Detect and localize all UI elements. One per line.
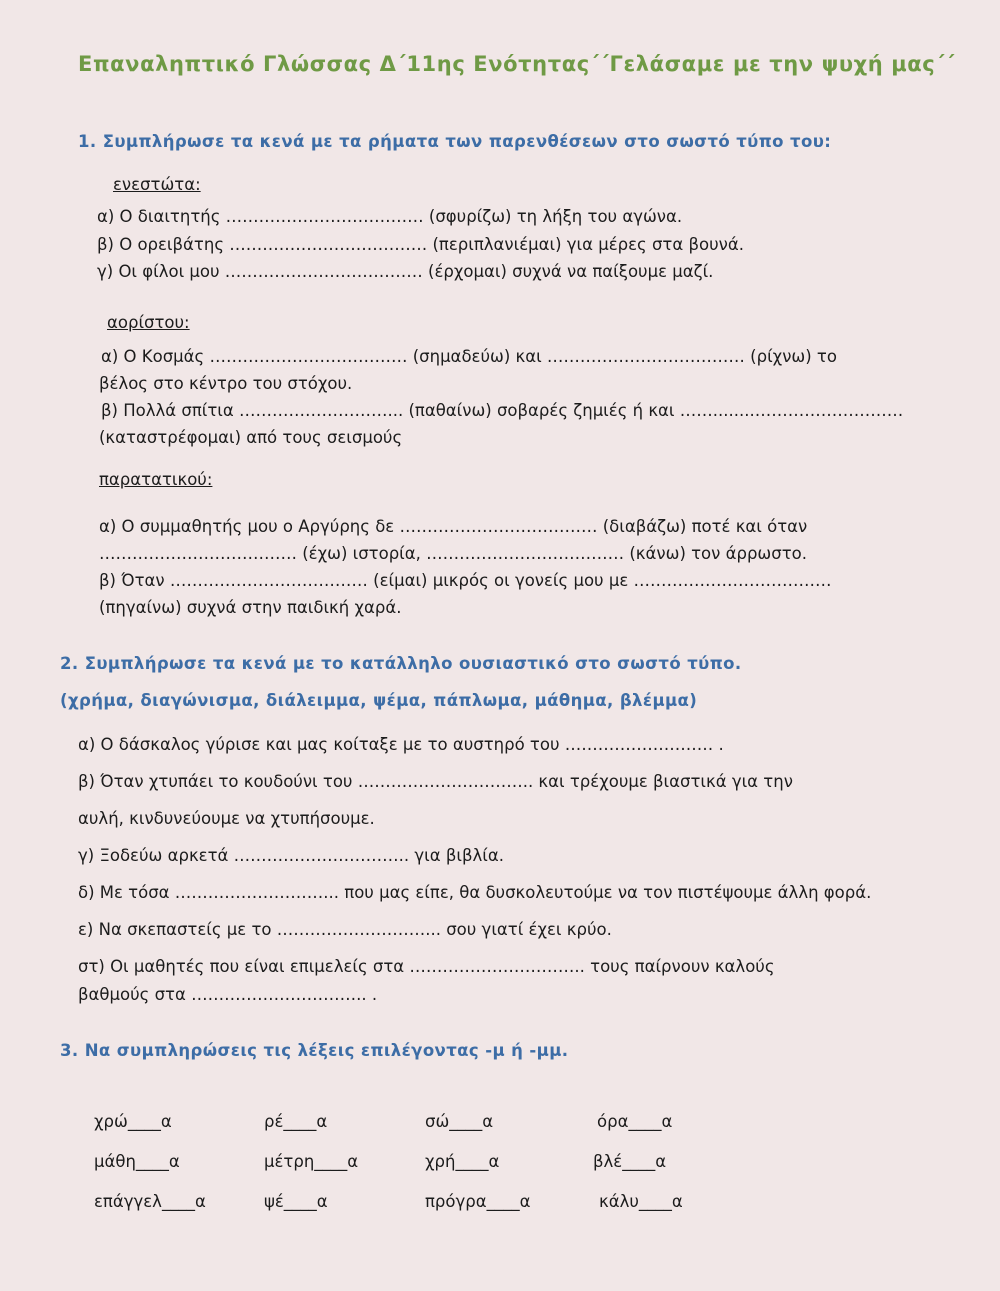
- exercise-3-heading: 3. Να συμπληρώσεις τις λέξεις επιλέγοντας -μ ή -μμ.: [60, 1041, 569, 1060]
- fill-word: πρόγρα____α: [425, 1192, 531, 1211]
- fill-word: βλέ____α: [593, 1152, 667, 1171]
- fill-word: χρώ____α: [94, 1112, 172, 1131]
- ex1-aorist-line: α) Ο Κοσμάς ……………………………… (σημαδεύω) και ……………………………… (ρίχνω) το: [101, 347, 837, 366]
- ex1-imperfect-line: β) Όταν ……………………………… (είμαι) μικρός οι γονείς μου με ………………………………: [99, 571, 832, 590]
- exercise-1-heading: 1. Συμπλήρωσε τα κενά με τα ρήματα των παρενθέσεων στο σωστό τύπο του:: [78, 132, 832, 151]
- page-title: Επαναληπτικό Γλώσσας Δ΄11ης Ενότητας΄΄Γελάσαμε με την ψυχή μας΄΄: [78, 52, 956, 76]
- ex1-present-line: γ) Οι φίλοι μου ……………………………… (έρχομαι) συχνά να παίξουμε μαζί.: [97, 262, 714, 281]
- ex2-line: β) Όταν χτυπάει το κουδούνι του ………………………….. και τρέχουμε βιαστικά για την: [78, 772, 793, 791]
- fill-word: ψέ____α: [264, 1192, 328, 1211]
- ex1-imperfect-line: (πηγαίνω) συχνά στην παιδική χαρά.: [99, 598, 402, 617]
- ex2-line: ε) Να σκεπαστείς με το ………………………... σου γιατί έχει κρύο.: [78, 920, 612, 939]
- ex2-line: δ) Με τόσα ………………………... που μας είπε, θα δυσκολευτούμε να τον πιστέψουμε άλλη φορά.: [78, 883, 872, 902]
- fill-word: χρή____α: [425, 1152, 500, 1171]
- ex2-line: α) Ο δάσκαλος γύρισε και μας κοίταξε με το αυστηρό του ……………………… .: [78, 735, 724, 754]
- exercise-2-word-list: (χρήμα, διαγώνισμα, διάλειμμα, ψέμα, πάπλωμα, μάθημα, βλέμμα): [60, 691, 698, 710]
- fill-word: όρα____α: [597, 1112, 673, 1131]
- fill-word: κάλυ____α: [599, 1192, 683, 1211]
- ex1-aorist-line: βέλος στο κέντρο του στόχου.: [99, 374, 353, 393]
- imperfect-label: παρατατικού:: [99, 470, 213, 489]
- ex1-present-line: α) Ο διαιτητής ……………………………… (σφυρίζω) τη λήξη του αγώνα.: [97, 207, 683, 226]
- fill-word: μάθη____α: [94, 1152, 180, 1171]
- ex2-line: γ) Ξοδεύω αρκετά ………………………….. για βιβλία.: [78, 846, 504, 865]
- fill-word: μέτρη____α: [264, 1152, 359, 1171]
- fill-word: σώ____α: [425, 1112, 494, 1131]
- ex1-imperfect-line: α) Ο συμμαθητής μου ο Αργύρης δε ……………………………… (διαβάζω) ποτέ και όταν: [99, 517, 808, 536]
- ex1-imperfect-line: ……………………………… (έχω) ιστορία, ……………………………… (κάνω) τον άρρωστο.: [99, 544, 807, 563]
- fill-word: επάγγελ____α: [94, 1192, 206, 1211]
- ex1-aorist-line: (καταστρέφομαι) από τους σεισμούς: [99, 428, 403, 447]
- aorist-label: αορίστου:: [107, 313, 190, 332]
- ex2-line: αυλή, κινδυνεύουμε να χτυπήσουμε.: [78, 809, 375, 828]
- ex2-line: στ) Οι μαθητές που είναι επιμελείς στα ………………………….. τους παίρνουν καλούς: [78, 957, 775, 976]
- ex2-line: βαθμούς στα ………………………….. .: [78, 985, 378, 1004]
- present-tense-label: ενεστώτα:: [113, 175, 201, 194]
- exercise-2-heading: 2. Συμπλήρωσε τα κενά με το κατάλληλο ουσιαστικό στο σωστό τύπο.: [60, 654, 742, 673]
- ex1-aorist-line: β) Πολλά σπίτια ………………………... (παθαίνω) σοβαρές ζημιές ή και ……........………………………: [101, 401, 904, 420]
- ex1-present-line: β) Ο ορειβάτης ……………………………… (περιπλανιέμαι) για μέρες στα βουνά.: [97, 235, 744, 254]
- fill-word: ρέ____α: [264, 1112, 328, 1131]
